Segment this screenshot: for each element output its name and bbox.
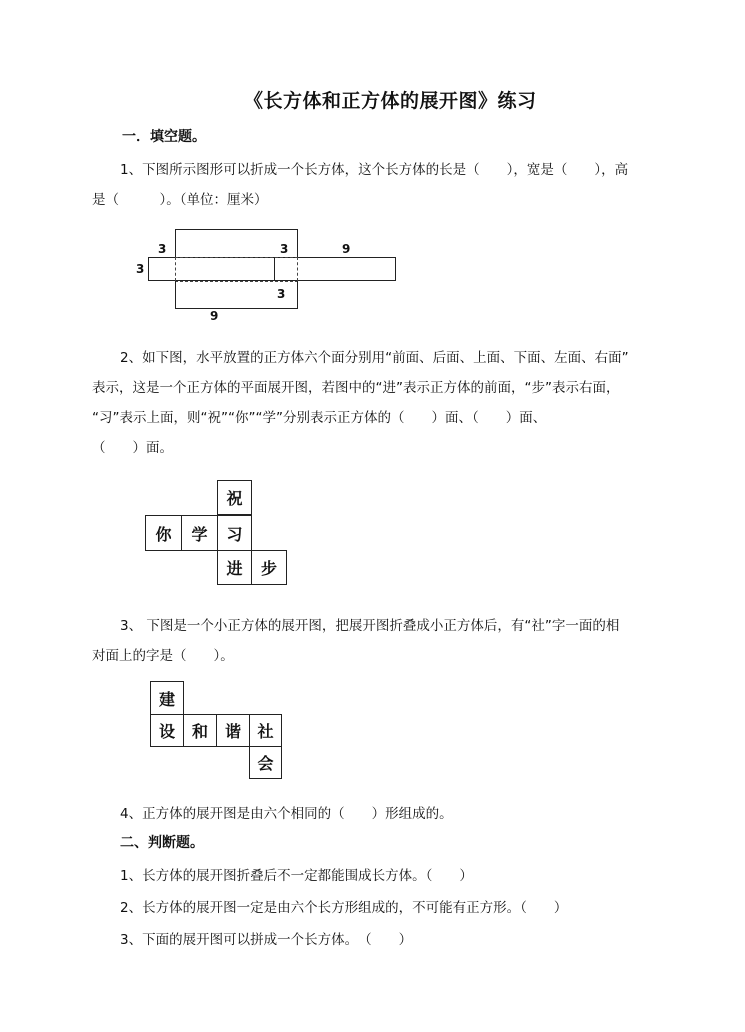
- cell-xi: 习: [217, 515, 252, 551]
- net-middle-strip: [148, 257, 396, 281]
- q1-text-line1: 1、下图所示图形可以折成一个长方体，这个长方体的长是（ ），宽是（ ），高: [120, 162, 629, 178]
- tf-q1-text: 1、长方体的展开图折叠后不一定都能围成长方体。（ ）: [120, 868, 473, 884]
- cell-jian: 建: [150, 681, 184, 715]
- q2-text-line2: 表示，这是一个正方体的平面展开图，若图中的“进”表示正方体的前面，“步”表示右面，: [92, 380, 620, 396]
- label-top-left: 3: [158, 242, 167, 256]
- tf-q3-text: 3、下面的展开图可以拼成一个长方体。 （ ）: [120, 932, 413, 948]
- q3-text-line2: 对面上的字是（ ）。: [92, 648, 234, 664]
- cell-she: 社: [249, 714, 282, 747]
- q2-text-line3: “习”表示上面，则“祝”“你”“学”分别表示正方体的（ ）面、（ ）面、: [92, 410, 547, 426]
- cell-xie: 谐: [216, 714, 250, 747]
- cell-xue: 学: [181, 515, 218, 551]
- net-dashed-fold-right: [297, 257, 298, 281]
- q2-text-line1: 2、如下图，水平放置的正方体六个面分别用“前面、后面、上面、下面、左面、右面”: [120, 350, 629, 366]
- cell-hui: 会: [249, 746, 282, 779]
- cell-bu: 步: [251, 550, 287, 585]
- cell-he: 和: [183, 714, 217, 747]
- net-dashed-fold-left: [175, 257, 176, 281]
- label-bottom: 9: [210, 309, 219, 323]
- section-heading-fill-blank: 一．填空题。: [122, 129, 206, 145]
- label-top-mid: 3: [280, 242, 289, 256]
- section-heading-true-false: 二、判断题。: [120, 835, 204, 851]
- label-left: 3: [136, 262, 145, 276]
- label-right-lower: 3: [277, 287, 286, 301]
- cell-jin: 进: [217, 550, 252, 585]
- cell-she-design: 设: [150, 714, 184, 747]
- q4-text: 4、正方体的展开图是由六个相同的（ ）形组成的。: [120, 806, 453, 822]
- q2-text-line4: （ ）面。: [92, 440, 173, 456]
- net-dashed-fold-top: [175, 257, 298, 258]
- q3-text-line1: 3、 下图是一个小正方体的展开图，把展开图折叠成小正方体后，有“社”字一面的相: [120, 618, 620, 634]
- cell-ni: 你: [145, 515, 182, 551]
- net-end-divider: [274, 257, 275, 281]
- page-title: 《长方体和正方体的展开图》练习: [244, 90, 537, 112]
- cell-zhu: 祝: [217, 480, 252, 515]
- label-top-right: 9: [342, 242, 351, 256]
- q1-text-line2: 是（ ）。（单位：厘米）: [92, 192, 268, 208]
- tf-q2-text: 2、长方体的展开图一定是由六个长方形组成的，不可能有正方形。（ ）: [120, 900, 568, 916]
